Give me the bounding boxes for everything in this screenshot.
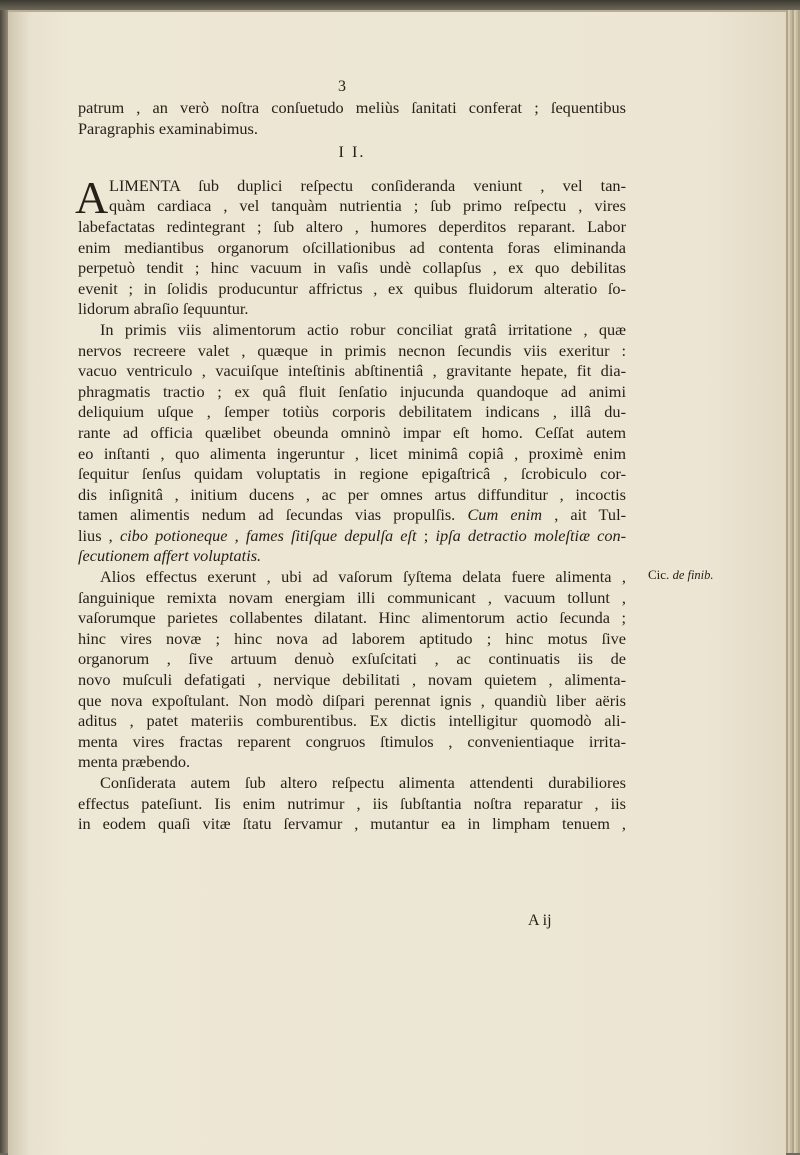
margin-note [648,567,714,583]
text-fragment: ; [423,525,429,545]
text-line: effectus pateſiunt. Iis enim nutrimur , iis ſubſtantia noſtra reparatur , iis [78,793,626,813]
text-line [78,505,626,526]
text-line: in eodem quaſi vitæ ſtatu ſervamur , mutantur ea in limpham tenuem , [78,814,626,834]
text-line: Alios effectus exerunt , ubi ad vaſorum ſyſtema delata fuere alimenta , [100,567,626,587]
text-line: eo inſtanti , quo alimenta ingeruntur , licet minimâ copiâ , proximè enim [78,443,626,463]
text-line: rante ad officia quælibet obeunda omninò impar eſt homo. Ceſſat autem [78,422,626,442]
section-heading: I I. [338,142,366,162]
text-line: vacuo ventriculo , vacuiſque inteſtinis abſtinentiâ , gravitante hepate, fit dia- [78,361,626,381]
text-fragment: tamen alimentis nedum ad ſecundas vias propulſis. [78,505,456,525]
text-line: Paragraphis examinabimus. [78,118,258,138]
margin-note-author: Cic. [648,567,670,582]
text-line: menta vires fractas reparent congruos ſtimulos , convenientiaque irrita- [78,731,626,751]
text-line: patrum , an verò noſtra conſuetudo meliùs ſanitati conferat ; ſequentibus [78,98,626,117]
text-line: Conſiderata autem ſub altero reſpectu alimenta attendenti durabiliores [100,773,626,792]
text-line: hinc vires novæ ; hinc nova ad laborem aptitudo ; hinc motus ſive [78,628,626,648]
text-line: ſequitur ſenſus quidam voluptatis in regione epigaſtricâ , ſcrobiculo cor- [78,464,626,484]
text-line: LIMENTA ſub duplici reſpectu conſideranda veniunt , vel tan- [109,175,626,195]
drop-cap: A [75,171,109,223]
text-line: menta præbendo. [78,752,191,772]
page-number: 3 [338,78,346,95]
text-fragment: , ait Tul- [554,505,627,525]
quote-text: cibo potioneque , fames ſitiſque depulſa eſt [119,525,417,545]
intro-lines [78,98,626,139]
page-fore-edge [786,10,800,1153]
text-line: dis inſignitâ , initium ducens , ac per omnes artus diffunditur , incoctis [78,484,626,504]
signature-mark: A ij [528,912,552,929]
text-line: aditus , patet materiis comburentibus. Ex dictis intelligitur quomodò ali- [78,711,626,731]
text-line: que nova expoſtulant. Non modò diſpari perennat ignis , quandiù liber aëris [78,690,626,710]
text-line: In primis viis alimentorum actio robur conciliat gratâ irritatione , quæ [100,319,626,339]
paragraph-2 [78,320,626,567]
text-line: novo muſculi defatigati , nervique debilitati , novam quietem , alimenta- [78,670,626,690]
text-line: enim mediantibus organorum oſcillationibus ad contenta foras eliminanda [78,237,626,257]
quote-text: ipſa detractio moleſtiæ con- [435,525,627,545]
text-line: phragmatis tractio ; ex quâ fluit ſenſatio injucunda quandoque ad animi [78,381,626,401]
text-line: evenit ; in ſolidis producuntur affrictus , ex quibus fluidorum alteratio ſo- [78,278,626,298]
text-line: perpetuò tendit ; hinc vacuum in vaſis undè collapſus , ex quo debilitas [78,258,626,278]
text-line: lidorum abraſio ſequuntur. [78,299,249,319]
text-line [78,526,626,547]
text-fragment: lius , [78,525,113,545]
text-line: vaſorumque parietes collabentes dilatant. Hinc alimentorum actio ſecunda ; [78,608,626,628]
text-line: deliquium uſque , ſemper totiùs corporis debilitatem indicans , illâ du- [78,402,626,422]
text-line: nervos recreere valet , quæque in primis necnon ſecundis viis exeritur : [78,340,626,360]
quote-line: ſecutionem affert voluptatis. [78,546,262,566]
text-line: ſanguinique remixta novam energiam illi communicant , vacuum tollunt , [78,587,626,607]
paragraph-1 [75,171,626,320]
quote-intro: Cum enim [467,505,543,525]
text-line: labefactatas redintegrant ; ſub altero , humores deperditos reparant. Labor [78,216,626,236]
page-text [75,75,627,835]
text-line: quàm cardiaca , vel tanquàm nutrientia ; ſub primo reſpectu , vires [109,196,626,216]
paragraph-3 [78,567,626,773]
margin-note-work: de finib. [672,568,714,582]
text-line: organorum , ſive artuum denuò exſuſcitati , ac continuatis iis de [78,649,626,669]
paragraph-4 [78,773,626,835]
